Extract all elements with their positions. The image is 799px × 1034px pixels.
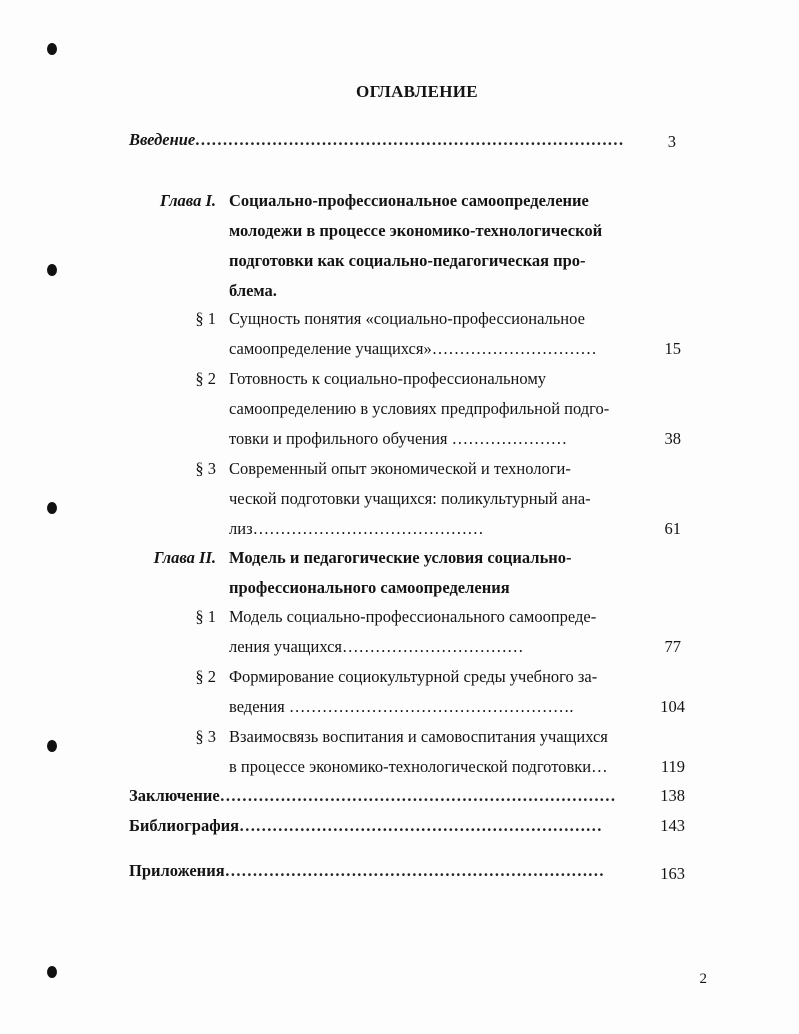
chapter2-section1-page: 77 (664, 637, 681, 656)
intro-label: Введение (129, 130, 196, 149)
binding-hole-mark (47, 264, 57, 276)
chapter1-section3-line-2: ческой подготовки учащихся: поликультурный ана- (229, 489, 591, 508)
page-title: ОГЛАВЛЕНИЕ (356, 82, 478, 101)
chapter1-section2-line-3: товки и профильного обучения ………………… (229, 429, 568, 448)
chapter1-section3-line-3: лиз…………………………………… (229, 519, 484, 538)
chapter2-section3-line-1: Взаимосвязь воспитания и самовоспитания учащихся (229, 727, 608, 746)
chapter2-section3-line-2: в процессе экономико-технологической подготовки… (229, 757, 608, 776)
chapter1-section2-symbol: § 2 (195, 369, 216, 388)
chapter1-section2-line-2: самоопределению в условиях предпрофильной подго- (229, 399, 610, 418)
bibliography-label: Библиография (129, 816, 240, 835)
chapter2-section2-line-1: Формирование социокультурной среды учебного за- (229, 667, 598, 686)
toc-entry-appendix-page: 163 (660, 864, 685, 883)
chapter2-section3-page: 119 (660, 757, 685, 776)
toc-entry-appendix (129, 856, 604, 886)
bibliography-leader: ………………………………………………………… (239, 816, 603, 835)
appendix-leader: …………………………………………………………… (224, 861, 605, 880)
chapter1-title-line-4: блема. (229, 281, 277, 300)
toc-entry-intro-page: 3 (667, 132, 676, 151)
chapter2-label: Глава II. (153, 548, 216, 567)
chapter2-section2-symbol: § 2 (195, 667, 216, 686)
chapter1-label: Глава I. (160, 191, 216, 210)
binding-hole-mark (47, 502, 57, 514)
conclusion-label: Заключение (129, 786, 220, 805)
toc-entry-conclusion (129, 781, 616, 811)
intro-leader: …………………………………………………………………… (195, 130, 625, 149)
chapter2-section2-page: 104 (660, 697, 685, 716)
appendix-label: Приложения (129, 861, 225, 880)
chapter1-section2-page: 38 (664, 429, 681, 448)
conclusion-leader: ……………………………………………………………… (219, 786, 616, 805)
toc-entry-intro-label (129, 125, 624, 155)
chapter1-section2-line-1: Готовность к социально-профессиональному (229, 369, 547, 388)
binding-hole-mark (47, 43, 57, 55)
chapter1-title-line-3: подготовки как социально-педагогическая про- (229, 251, 586, 270)
chapter2-title-line-2: профессионального самоопределения (229, 578, 510, 597)
binding-hole-mark (47, 740, 57, 752)
chapter2-section1-line-1: Модель социально-профессионального самоопреде- (229, 607, 597, 626)
chapter1-section1-page: 15 (664, 339, 681, 358)
chapter1-title-line-1: Социально-профессиональное самоопределение (229, 191, 589, 210)
chapter1-section1-symbol: § 1 (195, 309, 216, 328)
chapter2-section2-line-2: ведения ……………………………………………. (229, 697, 574, 716)
page-number: 2 (699, 971, 707, 987)
chapter1-section3-line-1: Современный опыт экономической и технологи- (229, 459, 571, 478)
chapter1-section1-line-1: Сущность понятия «социально-профессиональное (229, 309, 585, 328)
toc-entry-bibliography-page: 143 (660, 816, 685, 835)
chapter1-section3-page: 61 (664, 519, 681, 538)
chapter1-title-line-2: молодежи в процессе экономико-технологической (229, 221, 603, 240)
chapter2-section3-symbol: § 3 (195, 727, 216, 746)
chapter2-section1-line-2: ления учащихся…………………………… (229, 637, 524, 656)
chapter2-title-line-1: Модель и педагогические условия социально- (229, 548, 572, 567)
chapter1-section3-symbol: § 3 (195, 459, 216, 478)
binding-hole-mark (47, 966, 57, 978)
chapter1-section1-line-2: самоопределение учащихся»………………………… (229, 339, 597, 358)
toc-entry-conclusion-page: 138 (660, 786, 685, 805)
chapter2-section1-symbol: § 1 (195, 607, 216, 626)
toc-entry-bibliography (129, 811, 602, 841)
